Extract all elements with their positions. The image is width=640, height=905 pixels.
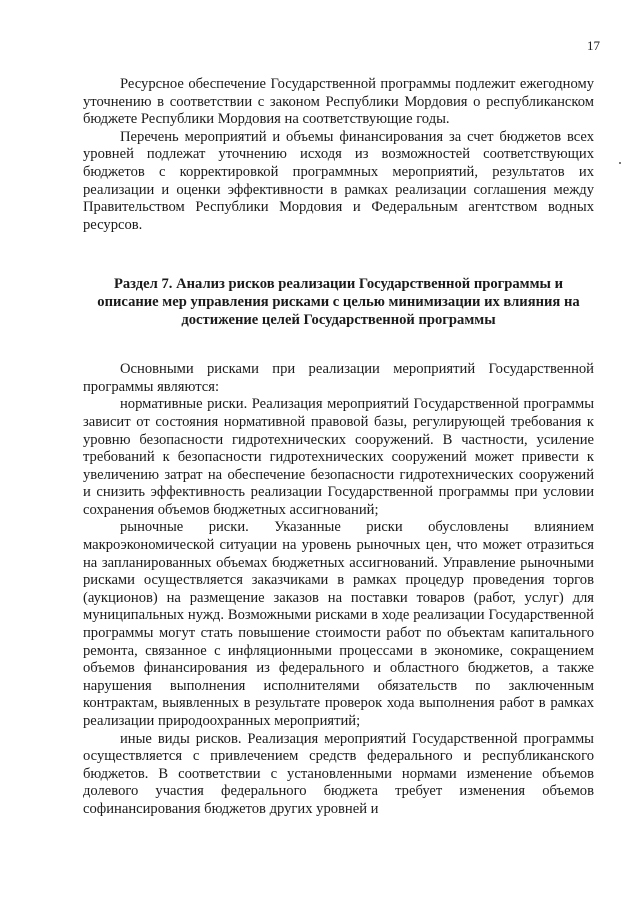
paragraph-market-risks: рыночные риски. Указанные риски обусловлены влиянием макроэкономической ситуации на уровень рыночных цен, что может отразиться на запланированных объемах бюджетных ассигнований. Управление рыночными рисками осуществляется заказчиками в рамках процедур проведения торгов (аукционов) на размещение заказов на поставки товаров (работ, услуг) для муниципальных нужд. Возможными рисками в ходе реализации Государственной программы могут стать повышение стоимости работ по объектам капитального ремонта, связанное с инфляционными процессами в экономике, сокращением объемов финансирования из федерального и областного бюджетов, а также нарушения выполнения исполнителями обязательств по заключенным контрактам, выявленных в результате проверок хода выполнения работ в рамках реализации природоохранных мероприятий;: [83, 519, 594, 729]
paragraph-regulatory-risks: нормативные риски. Реализация мероприятий Государственной программы зависит от состояния нормативной правовой базы, регулирующей требования к уровню безопасности гидротехнических сооружений. В частности, усиление требований к безопасности гидротехнических сооружений может привести к увеличению затрат на обеспечение безопасности гидротехнических сооружений и снизить эффективность реализации Государственной программы при условии сохранения объемов бюджетных ассигнований;: [83, 396, 594, 518]
section-heading: Раздел 7. Анализ рисков реализации Государственной программы и описание мер управления рисками с целью минимизации их влияния на достижение целей Государственной программы: [97, 276, 580, 328]
paragraph-other-risks: иные виды рисков. Реализация мероприятий Государственной программы осуществляется с привлечением средств федерального и республиканского бюджетов. В соответствии с установленными нормами изменение объемов долевого участия федерального бюджета требует изменения объемов софинансирования бюджетов других уровней и: [83, 730, 594, 817]
margin-mark: [619, 162, 621, 164]
paragraph-activities-list: Перечень мероприятий и объемы финансирования за счет бюджетов всех уровней подлежат уточнению исходя из возможностей соответствующих бюджетов с корректировкой программных мероприятий, результатов их реализации и оценки эффективности в рамках реализации соглашения между Правительством Республики Мордовия и Федеральным агентством водных ресурсов.: [83, 128, 594, 233]
paragraph-resource-provision: Ресурсное обеспечение Государственной программы подлежит ежегодному уточнению в соответствии с законом Республики Мордовия о республиканском бюджете Республики Мордовия на соответствующие годы.: [83, 76, 594, 128]
page-body: [83, 76, 594, 819]
paragraph-main-risks-intro: Основными рисками при реализации мероприятий Государственной программы являются:: [83, 361, 594, 395]
page-number: 17: [587, 38, 600, 53]
